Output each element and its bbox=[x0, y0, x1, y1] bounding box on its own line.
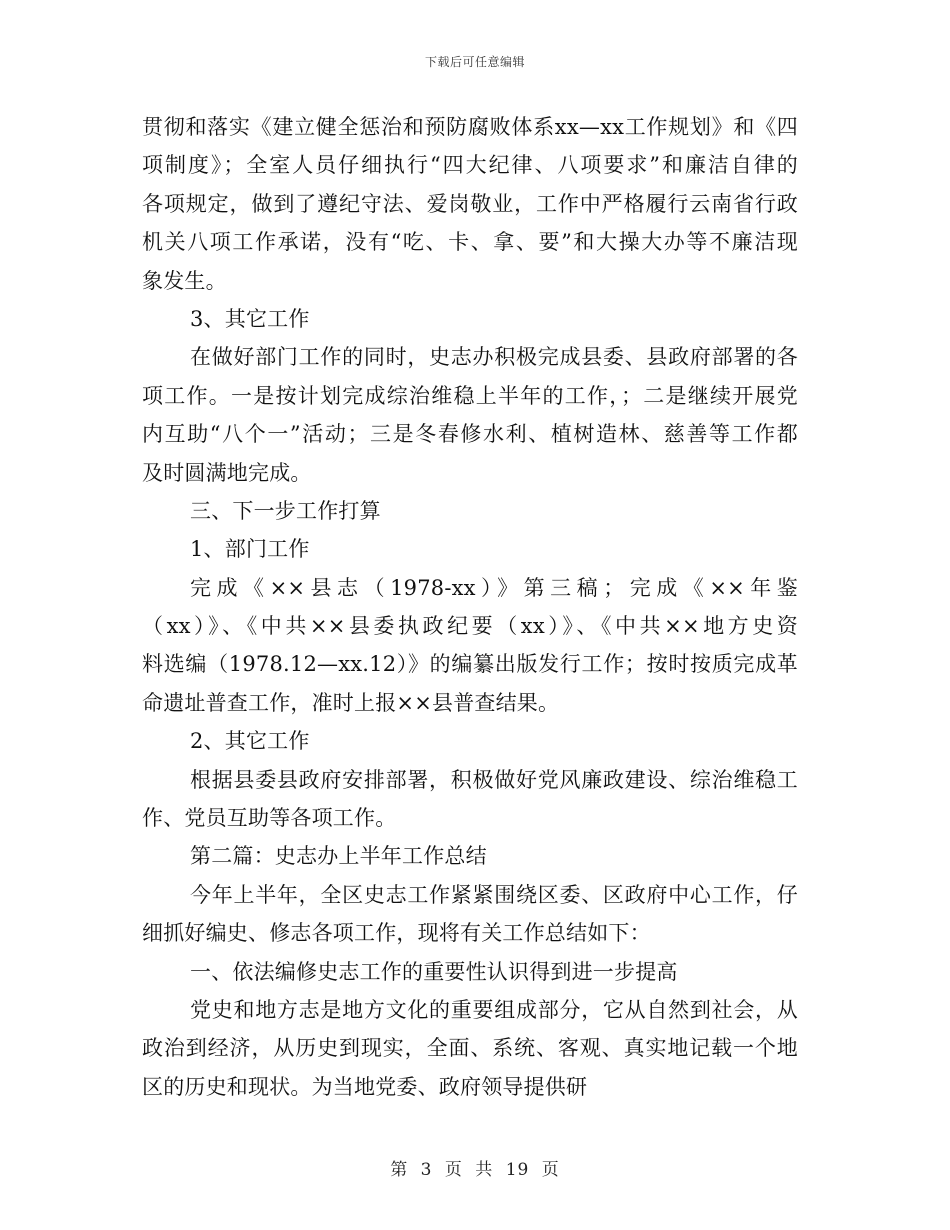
page-number: 第 3 页 共 19 页 bbox=[390, 1160, 560, 1180]
paragraph-line: 项制度》；全室人员仔细执行“四大纪律、八项要求”和廉洁自律的 bbox=[142, 153, 798, 178]
section-heading: 一、依法编修史志工作的重要性认识得到进一步提高 bbox=[190, 959, 678, 984]
paragraph-line: 料选编（1978.12—xx.12）》的编纂出版发行工作；按时按质完成革 bbox=[142, 652, 798, 677]
paragraph-line: 作、党员互助等各项工作。 bbox=[142, 806, 397, 831]
paragraph-line: 区的历史和现状。为当地党委、政府领导提供研 bbox=[142, 1074, 588, 1099]
section-heading: 1、部门工作 bbox=[190, 537, 310, 562]
body-text bbox=[142, 108, 798, 1106]
paragraph-line: （xx）》、《中共××县委执政纪要（xx）》、《中共××地方史资 bbox=[142, 614, 798, 639]
paragraph-line: 在做好部门工作的同时，史志办积极完成县委、县政府部署的各 bbox=[190, 345, 798, 370]
paragraph-line: 细抓好编史、修志各项工作，现将有关工作总结如下： bbox=[142, 921, 651, 946]
paragraph-line: 今年上半年，全区史志工作紧紧围绕区委、区政府中心工作，仔 bbox=[190, 882, 798, 907]
paragraph-line: 象发生。 bbox=[142, 268, 227, 293]
paragraph-line: 内互助“八个一”活动；三是冬春修水利、植树造林、慈善等工作都 bbox=[142, 422, 798, 447]
paragraph-line: 根据县委县政府安排部署，积极做好党风廉政建设、综治维稳工 bbox=[190, 767, 798, 792]
header-note: 下载后可任意编辑 bbox=[424, 55, 525, 69]
paragraph-line: 机关八项工作承诺，没有“吃、卡、拿、要”和大操大办等不廉洁现 bbox=[142, 230, 798, 255]
paragraph-line: 贯彻和落实《建立健全惩治和预防腐败体系xx—xx工作规划》和《四 bbox=[142, 115, 798, 139]
paragraph-line: 完成《××县志（1978-xx）》第三稿；完成《××年鉴 bbox=[190, 575, 798, 600]
paragraph-line: 政治到经济，从历史到现实，全面、系统、客观、真实地记载一个地 bbox=[142, 1036, 798, 1061]
paragraph-line: 各项规定，做到了遵纪守法、爱岗敬业，工作中严格履行云南省行政 bbox=[142, 191, 798, 216]
paragraph-line: 及时圆满地完成。 bbox=[142, 460, 312, 485]
section-heading: 3、其它工作 bbox=[190, 306, 310, 331]
paragraph-line: 项工作。一是按计划完成综治维稳上半年的工作，；二是继续开展党 bbox=[142, 383, 798, 408]
section-heading: 2、其它工作 bbox=[190, 729, 310, 754]
paragraph-line: 命遗址普查工作，准时上报××县普查结果。 bbox=[142, 690, 560, 715]
section-heading: 三、下一步工作打算 bbox=[190, 498, 381, 523]
section-heading: 第二篇：史志办上半年工作总结 bbox=[190, 844, 487, 869]
paragraph-line: 党史和地方志是地方文化的重要组成部分，它从自然到社会，从 bbox=[190, 997, 798, 1022]
